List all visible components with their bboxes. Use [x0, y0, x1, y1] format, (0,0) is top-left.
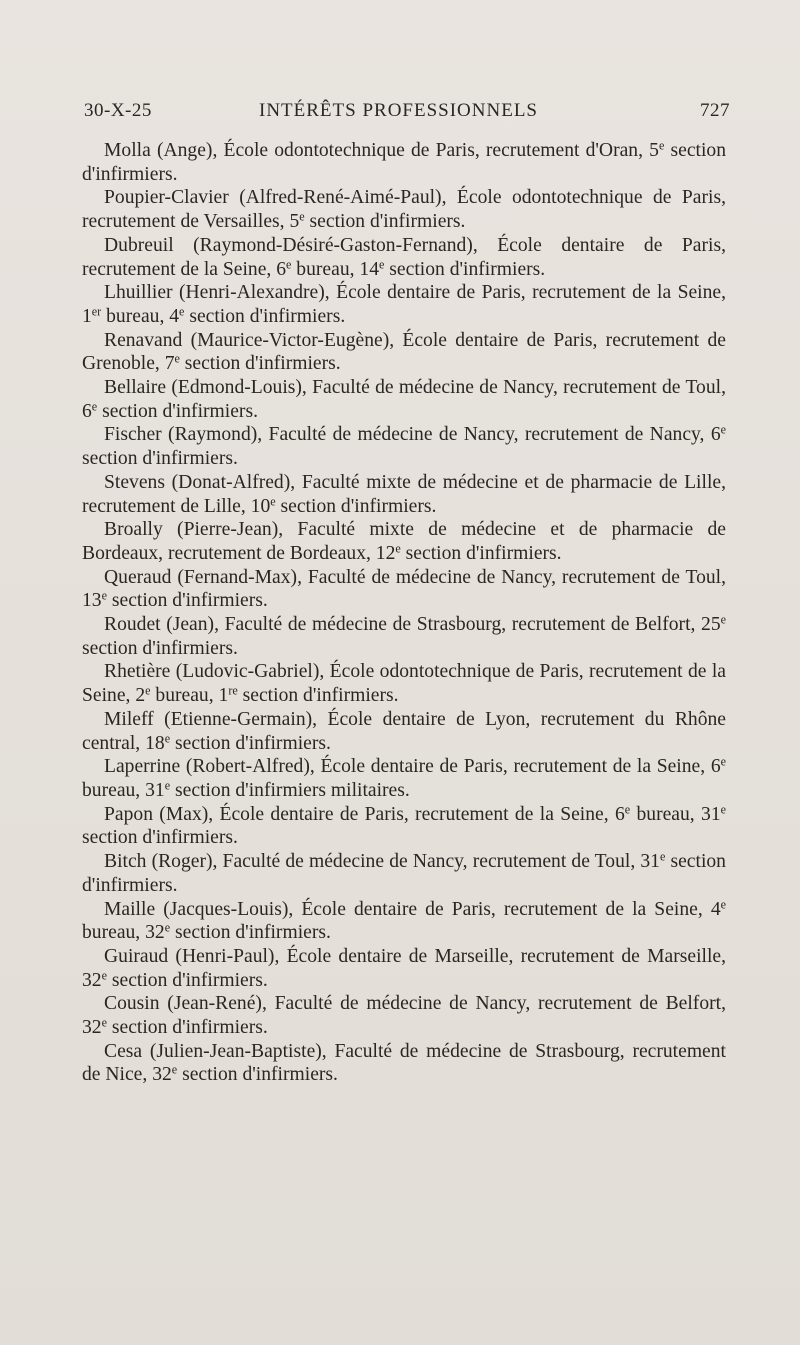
list-item: Queraud (Fernand-Max), Faculté de médecine de Nancy, recrutement de Toul, 13e section d'infirmiers. — [82, 566, 726, 612]
list-item: Bellaire (Edmond-Louis), Faculté de médecine de Nancy, recrutement de Toul, 6e section d'infirmiers. — [82, 377, 726, 422]
running-header — [84, 100, 730, 128]
list-item: Cesa (Julien-Jean-Baptiste), Faculté de médecine de Strasbourg, recrutement de Nice, 32e section d'infirmiers. — [82, 1040, 726, 1086]
list-item: Molla (Ange), École odontotechnique de Paris, recrutement d'Oran, 5e section d'infirmiers. — [82, 138, 726, 185]
list-item: Guiraud (Henri-Paul), École dentaire de Marseille, recrutement de Marseille, 32e section d'infirmiers. — [82, 945, 726, 991]
list-item: Mileff (Etienne-Germain), École dentaire de Lyon, recrutement du Rhône central, 18e section d'infirmiers. — [82, 708, 726, 754]
page-number: 727 — [700, 100, 730, 121]
list-item: Cousin (Jean-René), Faculté de médecine de Nancy, recrutement de Belfort, 32e section d'infirmiers. — [82, 993, 726, 1039]
list-item: Papon (Max), École dentaire de Paris, recrutement de la Seine, 6e bureau, 31e section d'infirmiers. — [82, 802, 726, 849]
list-item: Maille (Jacques-Louis), École dentaire de Paris, recrutement de la Seine, 4e bureau, 32e section d'infirmiers. — [82, 896, 726, 944]
list-item: Bitch (Roger), Faculté de médecine de Nancy, recrutement de Toul, 31e section d'infirmiers. — [82, 849, 726, 896]
list-item: Stevens (Donat-Alfred), Faculté mixte de médecine et de pharmacie de Lille, recrutement de Lille, 10e section d'infirmiers. — [82, 471, 726, 517]
list-item: Broally (Pierre-Jean), Faculté mixte de médecine et de pharmacie de Bordeaux, recrutement de Bordeaux, 12e section d'infirmiers. — [82, 519, 726, 564]
list-item: Roudet (Jean), Faculté de médecine de Strasbourg, recrutement de Belfort, 25e section d'infirmiers. — [82, 612, 726, 659]
entry-list — [82, 139, 726, 1087]
header-title: INTÉRÊTS PROFESSIONNELS — [259, 100, 538, 121]
list-item: Renavand (Maurice-Victor-Eugène), École dentaire de Paris, recrutement de Grenoble, 7e section d'infirmiers. — [82, 329, 726, 375]
list-item: Dubreuil (Raymond-Désiré-Gaston-Fernand), École dentaire de Paris, recrutement de la Seine, 6e bureau, 14e section d'infirmiers. — [82, 234, 726, 280]
list-item: Rhetière (Ludovic-Gabriel), École odontotechnique de Paris, recrutement de la Seine, 2e bureau, 1re section d'infirmiers. — [82, 661, 726, 707]
list-item: Lhuillier (Henri-Alexandre), École dentaire de Paris, recrutement de la Seine, 1er bureau, 4e section d'infirmiers. — [82, 282, 726, 327]
list-item: Fischer (Raymond), Faculté de médecine de Nancy, recrutement de Nancy, 6e section d'infirmiers. — [82, 422, 726, 470]
header-date: 30-X-25 — [84, 100, 152, 121]
list-item: Laperrine (Robert-Alfred), École dentaire de Paris, recrutement de la Seine, 6e bureau, 31e section d'infirmiers militaires. — [82, 754, 726, 801]
list-item: Poupier-Clavier (Alfred-René-Aimé-Paul), École odontotechnique de Paris, recrutement de Versailles, 5e section d'infirmiers. — [82, 187, 726, 233]
